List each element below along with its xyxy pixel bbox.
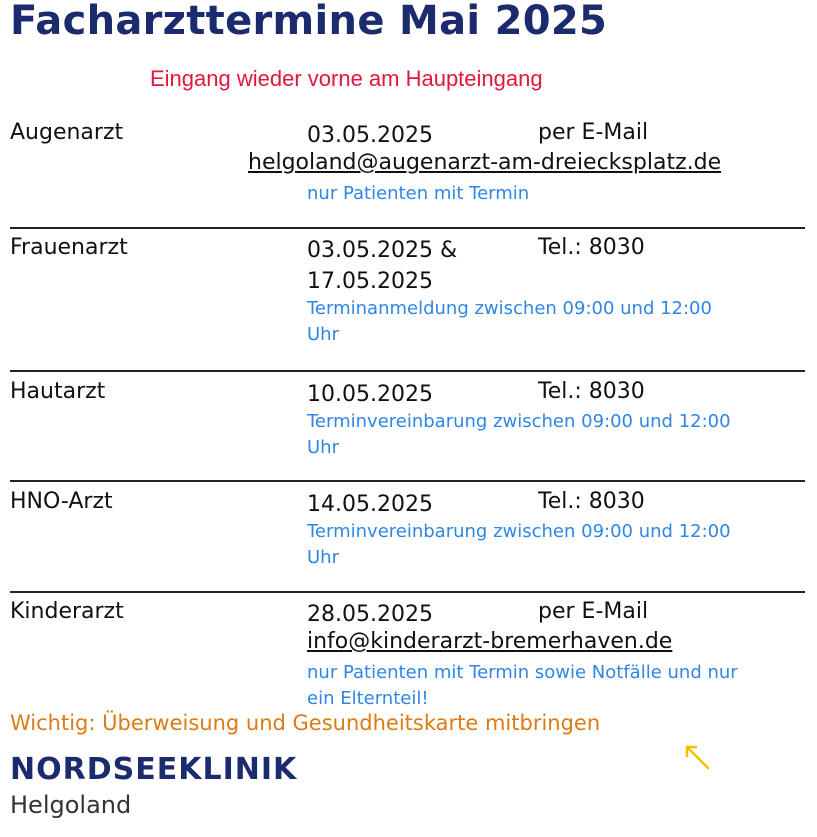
- appointment-date: [307, 235, 457, 297]
- important-notice: Wichtig: Überweisung und Gesundheitskarte mitbringen: [10, 711, 601, 735]
- contact-method: per E-Mail: [538, 599, 649, 624]
- date-line: 17.05.2025: [307, 269, 433, 294]
- note-line: Uhr: [307, 547, 339, 568]
- appointment-date: [307, 489, 433, 520]
- date-line: 03.05.2025 &: [307, 238, 458, 263]
- entry-note: [307, 519, 731, 571]
- contact-method: per E-Mail: [538, 120, 649, 145]
- contact-method: Tel.: 8030: [538, 489, 645, 514]
- date-line: 03.05.2025: [307, 123, 433, 148]
- appointment-date: [307, 120, 433, 151]
- specialty-label: Hautarzt: [10, 379, 106, 404]
- divider: [10, 480, 805, 482]
- date-line: 14.05.2025: [307, 492, 433, 517]
- page-title: Facharzttermine Mai 2025: [10, 0, 608, 44]
- specialty-label: HNO-Arzt: [10, 489, 113, 514]
- note-line: Terminvereinbarung zwischen 09:00 und 12:00: [307, 411, 731, 432]
- arrow-up-left-icon: [682, 741, 712, 771]
- appointment-date: [307, 599, 433, 630]
- contact-method: Tel.: 8030: [538, 235, 645, 260]
- appointment-date: [307, 379, 433, 410]
- entry-note: [307, 409, 731, 461]
- note-line: nur Patienten mit Termin: [307, 183, 530, 204]
- date-line: 10.05.2025: [307, 382, 433, 407]
- logo-name: NORDSEEKLINIK: [10, 752, 298, 787]
- logo-subtitle: Helgoland: [10, 791, 132, 819]
- note-line: ein Elternteil!: [307, 688, 429, 709]
- entry-note: [307, 296, 712, 348]
- email-link[interactable]: helgoland@augenarzt-am-dreiecksplatz.de: [248, 150, 722, 175]
- note-line: Terminvereinbarung zwischen 09:00 und 12:00: [307, 521, 731, 542]
- divider: [10, 227, 805, 229]
- note-line: Uhr: [307, 437, 339, 458]
- divider: [10, 370, 805, 372]
- entrance-notice: Eingang wieder vorne am Haupteingang: [150, 66, 543, 91]
- specialty-label: Frauenarzt: [10, 235, 128, 260]
- specialty-label: Kinderarzt: [10, 599, 124, 624]
- date-line: 28.05.2025: [307, 602, 433, 627]
- contact-method: Tel.: 8030: [538, 379, 645, 404]
- email-link[interactable]: info@kinderarzt-bremerhaven.de: [307, 629, 673, 654]
- specialty-label: Augenarzt: [10, 120, 124, 145]
- clinic-logo: [10, 752, 297, 819]
- note-line: Uhr: [307, 324, 339, 345]
- note-line: nur Patienten mit Termin sowie Notfälle und nur: [307, 662, 738, 683]
- divider: [10, 591, 805, 593]
- note-line: Terminanmeldung zwischen 09:00 und 12:00: [307, 298, 712, 319]
- entry-note: [307, 181, 529, 207]
- entry-note: [307, 660, 738, 712]
